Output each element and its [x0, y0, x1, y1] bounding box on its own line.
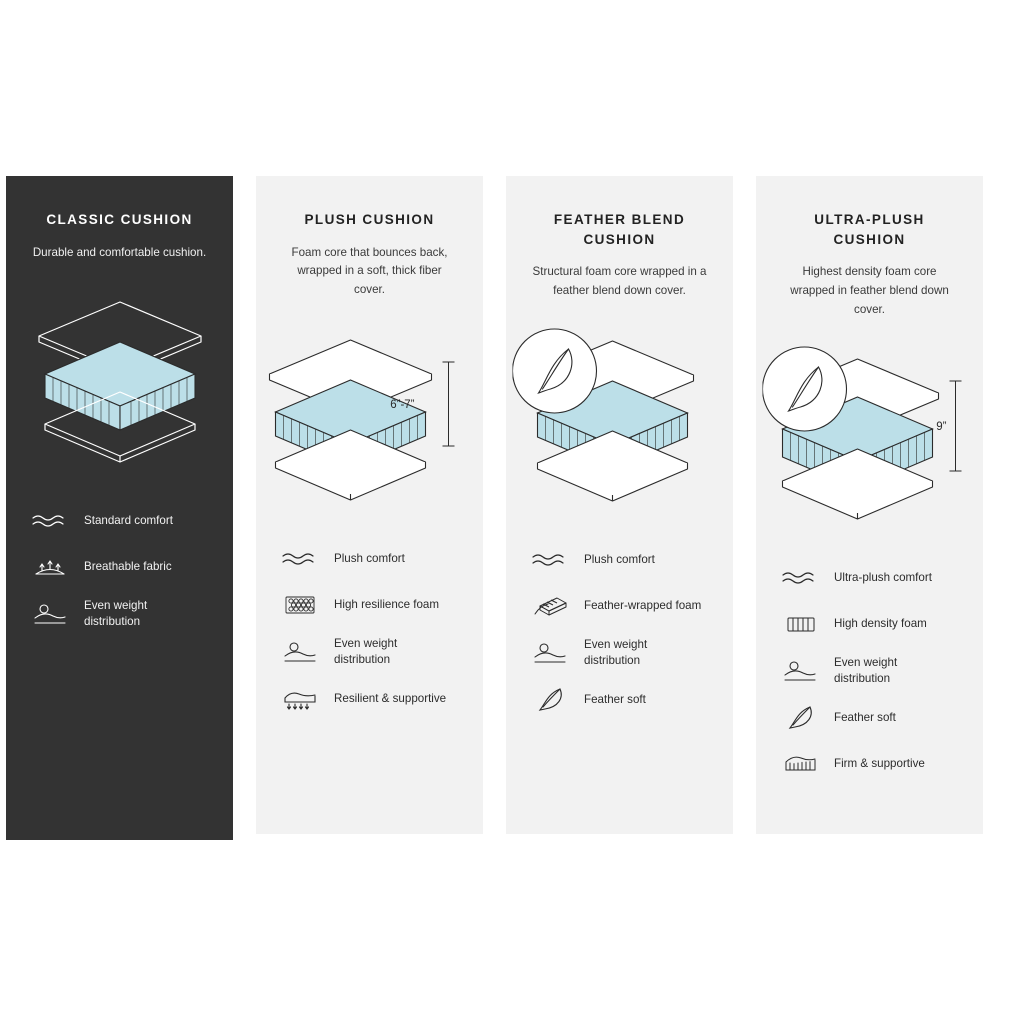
feather-badge-icon	[762, 347, 846, 431]
exploded-cushion-illustration	[25, 280, 215, 465]
wave-lines-icon	[528, 545, 572, 575]
card-title: FEATHER BLEND CUSHION	[553, 212, 686, 247]
feature-label: Firm & supportive	[834, 757, 925, 771]
wave-lines-icon	[28, 506, 72, 536]
feature-list	[28, 506, 211, 630]
card-classic-cushion[interactable]	[6, 176, 233, 840]
feature-item	[778, 563, 961, 593]
card-description: Foam core that bounces back, wrapped in a soft, thick fiber cover.	[291, 245, 448, 297]
feature-list	[278, 544, 461, 714]
feature-label: High resilience foam	[334, 597, 440, 611]
feature-label: Even weight distribution	[584, 637, 648, 667]
feature-list	[528, 545, 711, 715]
dense-foam-icon	[778, 609, 822, 639]
feature-item	[528, 591, 711, 621]
feature-label: Breathable fabric	[84, 560, 172, 574]
cushion-layer-diagram	[528, 319, 711, 519]
honeycomb-foam-icon	[278, 590, 322, 620]
feature-item	[278, 590, 461, 620]
card-description: Durable and comfortable cushion.	[32, 245, 207, 259]
card-title: CLASSIC CUSHION	[46, 212, 193, 227]
feature-list	[778, 563, 961, 779]
measurement-label: 9”	[935, 421, 946, 434]
even-weight-icon	[28, 599, 72, 629]
card-title: ULTRA-PLUSH CUSHION	[814, 212, 925, 247]
feature-label: Feather soft	[584, 692, 646, 706]
feature-label: Plush comfort	[584, 552, 655, 566]
feature-item	[528, 545, 711, 575]
wave-lines-icon	[778, 563, 822, 593]
cushion-layer-diagram	[278, 318, 461, 518]
firm-support-icon	[778, 749, 822, 779]
card-description: Structural foam core wrapped in a feather blend down cover.	[532, 265, 707, 297]
feature-item	[528, 637, 711, 669]
feather-icon	[528, 685, 572, 715]
feature-item	[278, 544, 461, 574]
feature-item	[778, 609, 961, 639]
card-ultra-plush-cushion[interactable]	[756, 176, 983, 834]
feature-item	[28, 506, 211, 536]
exploded-cushion-illustration	[512, 319, 727, 504]
feature-item	[778, 655, 961, 687]
feature-item	[778, 749, 961, 779]
feature-label: Feather soft	[834, 711, 896, 725]
feature-item	[528, 685, 711, 715]
card-plush-cushion[interactable]	[256, 176, 483, 834]
even-weight-icon	[278, 637, 322, 667]
feature-item	[778, 703, 961, 733]
feature-label: Ultra-plush comfort	[834, 571, 932, 585]
feature-label: Resilient & supportive	[334, 691, 447, 705]
feature-label: Feather-wrapped foam	[584, 598, 702, 612]
card-description: Highest density foam core wrapped in feather blend down cover.	[790, 265, 949, 316]
breathable-fabric-icon	[28, 552, 72, 582]
feature-item	[28, 598, 211, 630]
wave-lines-icon	[278, 544, 322, 574]
cushion-cards-row	[0, 176, 1024, 840]
feature-label: Even weight distribution	[84, 599, 148, 629]
feather-wrapped-foam-icon	[528, 591, 572, 621]
feature-label: High density foam	[834, 617, 927, 631]
resilient-support-icon	[278, 684, 322, 714]
feature-label: Plush comfort	[334, 551, 405, 565]
even-weight-icon	[778, 656, 822, 686]
feather-badge-icon	[512, 329, 596, 413]
feature-label: Standard comfort	[84, 514, 173, 528]
measurement-label: 6”-7”	[389, 398, 414, 411]
cushion-layer-diagram	[28, 280, 211, 480]
feature-item	[278, 684, 461, 714]
feature-label: Even weight distribution	[334, 636, 398, 666]
feature-item	[28, 552, 211, 582]
feature-label: Even weight distribution	[834, 656, 898, 686]
even-weight-icon	[528, 638, 572, 668]
exploded-cushion-illustration	[262, 318, 477, 503]
feather-icon	[778, 703, 822, 733]
cushion-layer-diagram	[778, 337, 961, 537]
feature-item	[278, 636, 461, 668]
card-title: PLUSH CUSHION	[304, 212, 435, 227]
card-feather-blend-cushion[interactable]	[506, 176, 733, 834]
exploded-cushion-illustration	[762, 337, 977, 522]
